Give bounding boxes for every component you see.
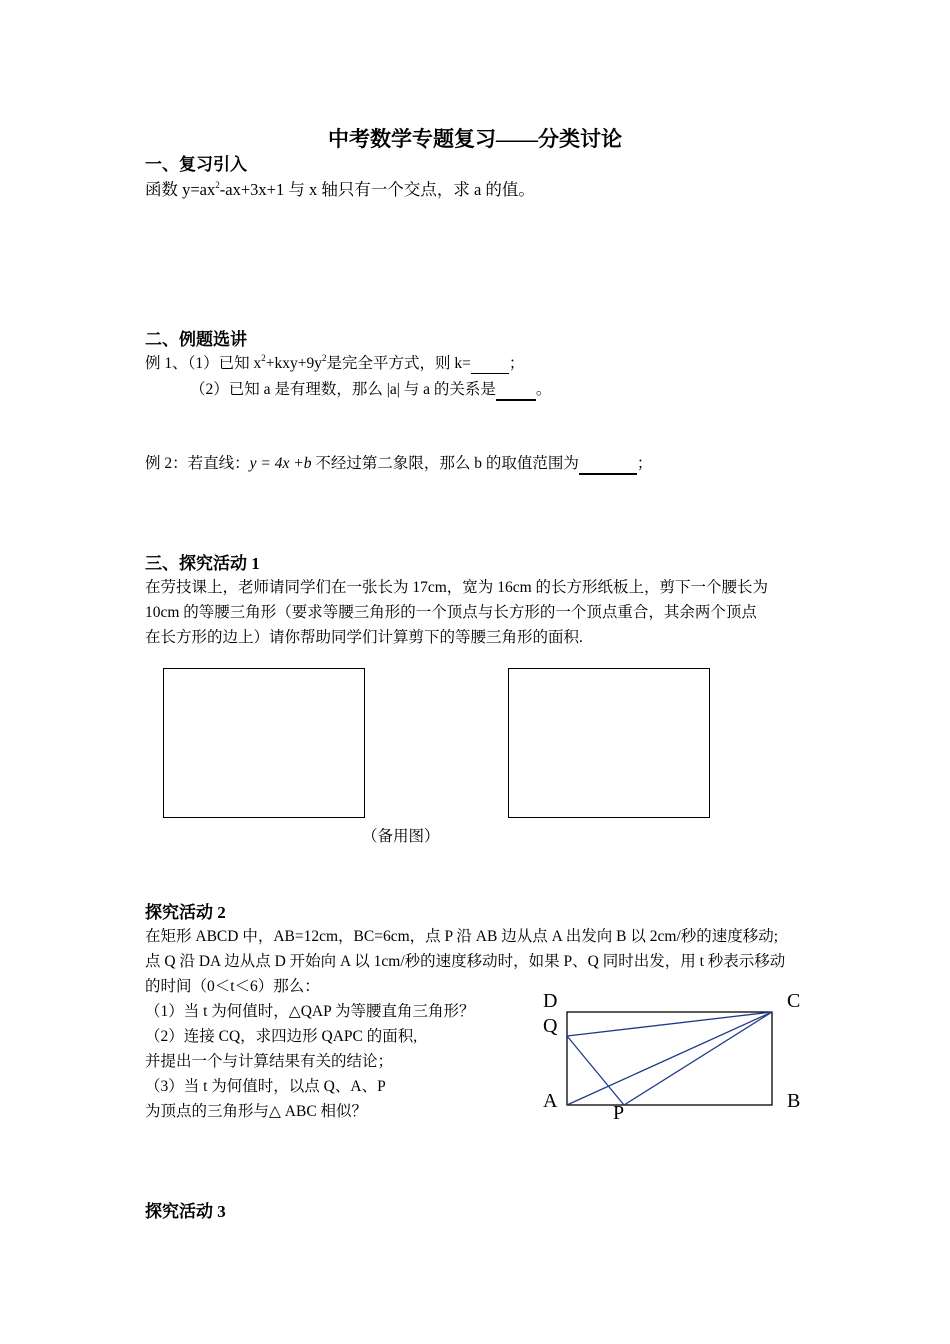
label-b: B: [787, 1090, 801, 1112]
section1-heading: 一、复习引入: [145, 155, 247, 174]
example2-line: 例 2：若直线：y = 4x +b 不经过第二象限，那么 b 的取值范围为 ；: [145, 451, 652, 475]
line-qp: [567, 1036, 624, 1105]
activity2-question3-cont: 为顶点的三角形与△ ABC 相似？: [145, 1103, 368, 1120]
activity1-line2: 10cm 的等腰三角形（要求等腰三角形的一个顶点与长方形的一个顶点重合，其余两个顶点: [145, 604, 757, 621]
page-title: 中考数学专题复习——分类讨论: [328, 127, 622, 151]
activity2-question2-cont: 并提出一个与计算结果有关的结论；: [145, 1053, 394, 1070]
activity1-line1: 在劳技课上，老师请同学们在一张长为 17cm，宽为 16cm 的长方形纸板上，剪下一个腰长为: [145, 579, 768, 596]
example1-line2: （2）已知 a 是有理数，那么 |a| 与 a 的关系是 。: [190, 377, 551, 401]
activity2-heading: 探究活动 2: [145, 903, 226, 922]
activity2-line2: 点 Q 沿 DA 边从点 D 开始向 A 以 1cm/秒的速度移动时，如果 P、Q 同时出发，用 t 秒表示移动: [145, 953, 786, 970]
activity3-heading: 探究活动 3: [145, 1202, 226, 1221]
activity2-question2: （2）连接 CQ，求四边形 QAPC 的面积,: [145, 1028, 418, 1045]
activity1-line3: 在长方形的边上）请你帮助同学们计算剪下的等腰三角形的面积.: [145, 629, 583, 646]
label-a: A: [543, 1090, 558, 1112]
activity2-question1: （1）当 t 为何值时，△QAP 为等腰直角三角形？: [145, 1003, 475, 1020]
label-d: D: [543, 990, 558, 1012]
label-p: P: [613, 1102, 625, 1124]
line-qc: [567, 1012, 772, 1036]
activity2-line3: 的时间（0＜t＜6）那么：: [145, 978, 320, 995]
section3-heading: 三、探究活动 1: [145, 554, 260, 573]
activity2-question3: （3）当 t 为何值时，以点 Q、A、P: [145, 1078, 386, 1095]
spare-figure-caption: （备用图）: [362, 828, 440, 845]
section1-text: 函数 $y=ax^2-ax+3x+1$ 与 x 轴只有一个交点，求 a 的值。: [145, 180, 535, 199]
line-formula: y = 4x +b: [249, 455, 312, 472]
section2-heading: 二、例题选讲: [145, 330, 247, 349]
activity2-line1: 在矩形 ABCD 中，AB=12cm，BC=6cm，点 P 沿 AB 边从点 A 出发向 B 以 2cm/秒的速度移动;: [145, 928, 779, 945]
line-ac: [567, 1012, 772, 1105]
label-q: Q: [543, 1015, 558, 1037]
label-c: C: [787, 990, 801, 1012]
line-pc: [624, 1012, 772, 1105]
example1-line1: 例 1、（1）已知 $x^2+kxy+9y^2$是完全平方式，则 k= ；: [145, 353, 525, 372]
